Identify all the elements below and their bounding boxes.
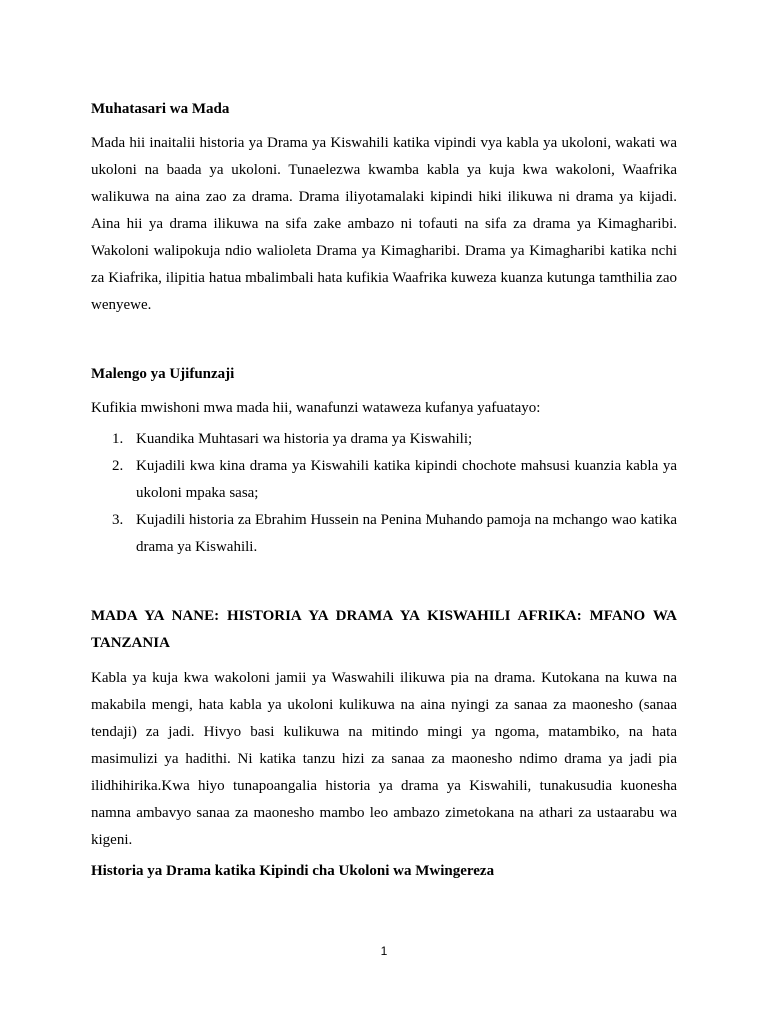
objective-item (91, 507, 677, 561)
objective-item (91, 453, 677, 507)
document-page (91, 96, 677, 885)
objective-text: Kujadili historia za Ebrahim Hussein na Penina Muhando pamoja na mchango wao katika drama ya Kiswahili. (136, 512, 677, 555)
objectives-intro: Kufikia mwishoni mwa mada hii, wanafunzi wataweza kufanya yafuatayo: (91, 400, 541, 416)
objective-item (91, 426, 677, 453)
objectives-list (91, 426, 677, 561)
chapter-paragraph: Kabla ya kuja kwa wakoloni jamii ya Waswahili ilikuwa pia na drama. Kutokana na kuwa na makabila mengi, hata kabla ya ukoloni kulikuwa na aina nyingi za sanaa za maonesho (sanaa tendaji) za jadi. Hivyo basi kulikuwa na mitindo mingi ya ngoma, matambiko, na hata masimulizi ya hadithi. Ni katika tanzu hizi za sanaa za maonesho ndimo drama ya jadi pia ilidhihirika.Kwa hiyo tunapoangalia historia ya drama ya Kiswahili, tunakusudia kuonesha namna ambavyo sanaa za maonesho mambo leo ambazo zimetokana na athari za ustaarabu wa kigeni. (91, 670, 677, 848)
objective-number: 1. (112, 431, 124, 447)
objective-text: Kuandika Muhtasari wa historia ya drama ya Kiswahili; (136, 431, 473, 447)
colonial-heading: Historia ya Drama katika Kipindi cha Ukoloni wa Mwingereza (91, 863, 495, 879)
objective-text: Kujadili kwa kina drama ya Kiswahili katika kipindi chochote mahsusi kuanzia kabla ya ukoloni mpaka sasa; (136, 458, 677, 501)
chapter-heading: MADA YA NANE: HISTORIA YA DRAMA YA KISWAHILI AFRIKA: MFANO WA TANZANIA (91, 608, 677, 651)
page-number: 1 (380, 944, 388, 958)
objective-number: 2. (112, 458, 124, 474)
summary-heading: Muhatasari wa Mada (91, 101, 230, 117)
objective-number: 3. (112, 512, 124, 528)
summary-paragraph: Mada hii inaitalii historia ya Drama ya Kiswahili katika vipindi vya kabla ya ukoloni, wakati wa ukoloni na baada ya ukoloni. Tunaelezwa kwamba kabla ya kuja kwa wakoloni, Waafrika walikuwa na aina zao za drama. Drama iliyotamalaki kipindi hiki ilikuwa ni drama ya kijadi. Aina hii ya drama ilikuwa na sifa zake ambazo ni tofauti na sifa za drama ya Kimagharibi. Wakoloni walipokuja ndio walioleta Drama ya Kimagharibi. Drama ya Kimagharibi katika nchi za Kiafrika, ilipitia hatua mbalimbali hata kufikia Waafrika kuweza kuanza kutunga tamthilia zao wenyewe. (91, 135, 677, 313)
objectives-heading: Malengo ya Ujifunzaji (91, 366, 235, 382)
